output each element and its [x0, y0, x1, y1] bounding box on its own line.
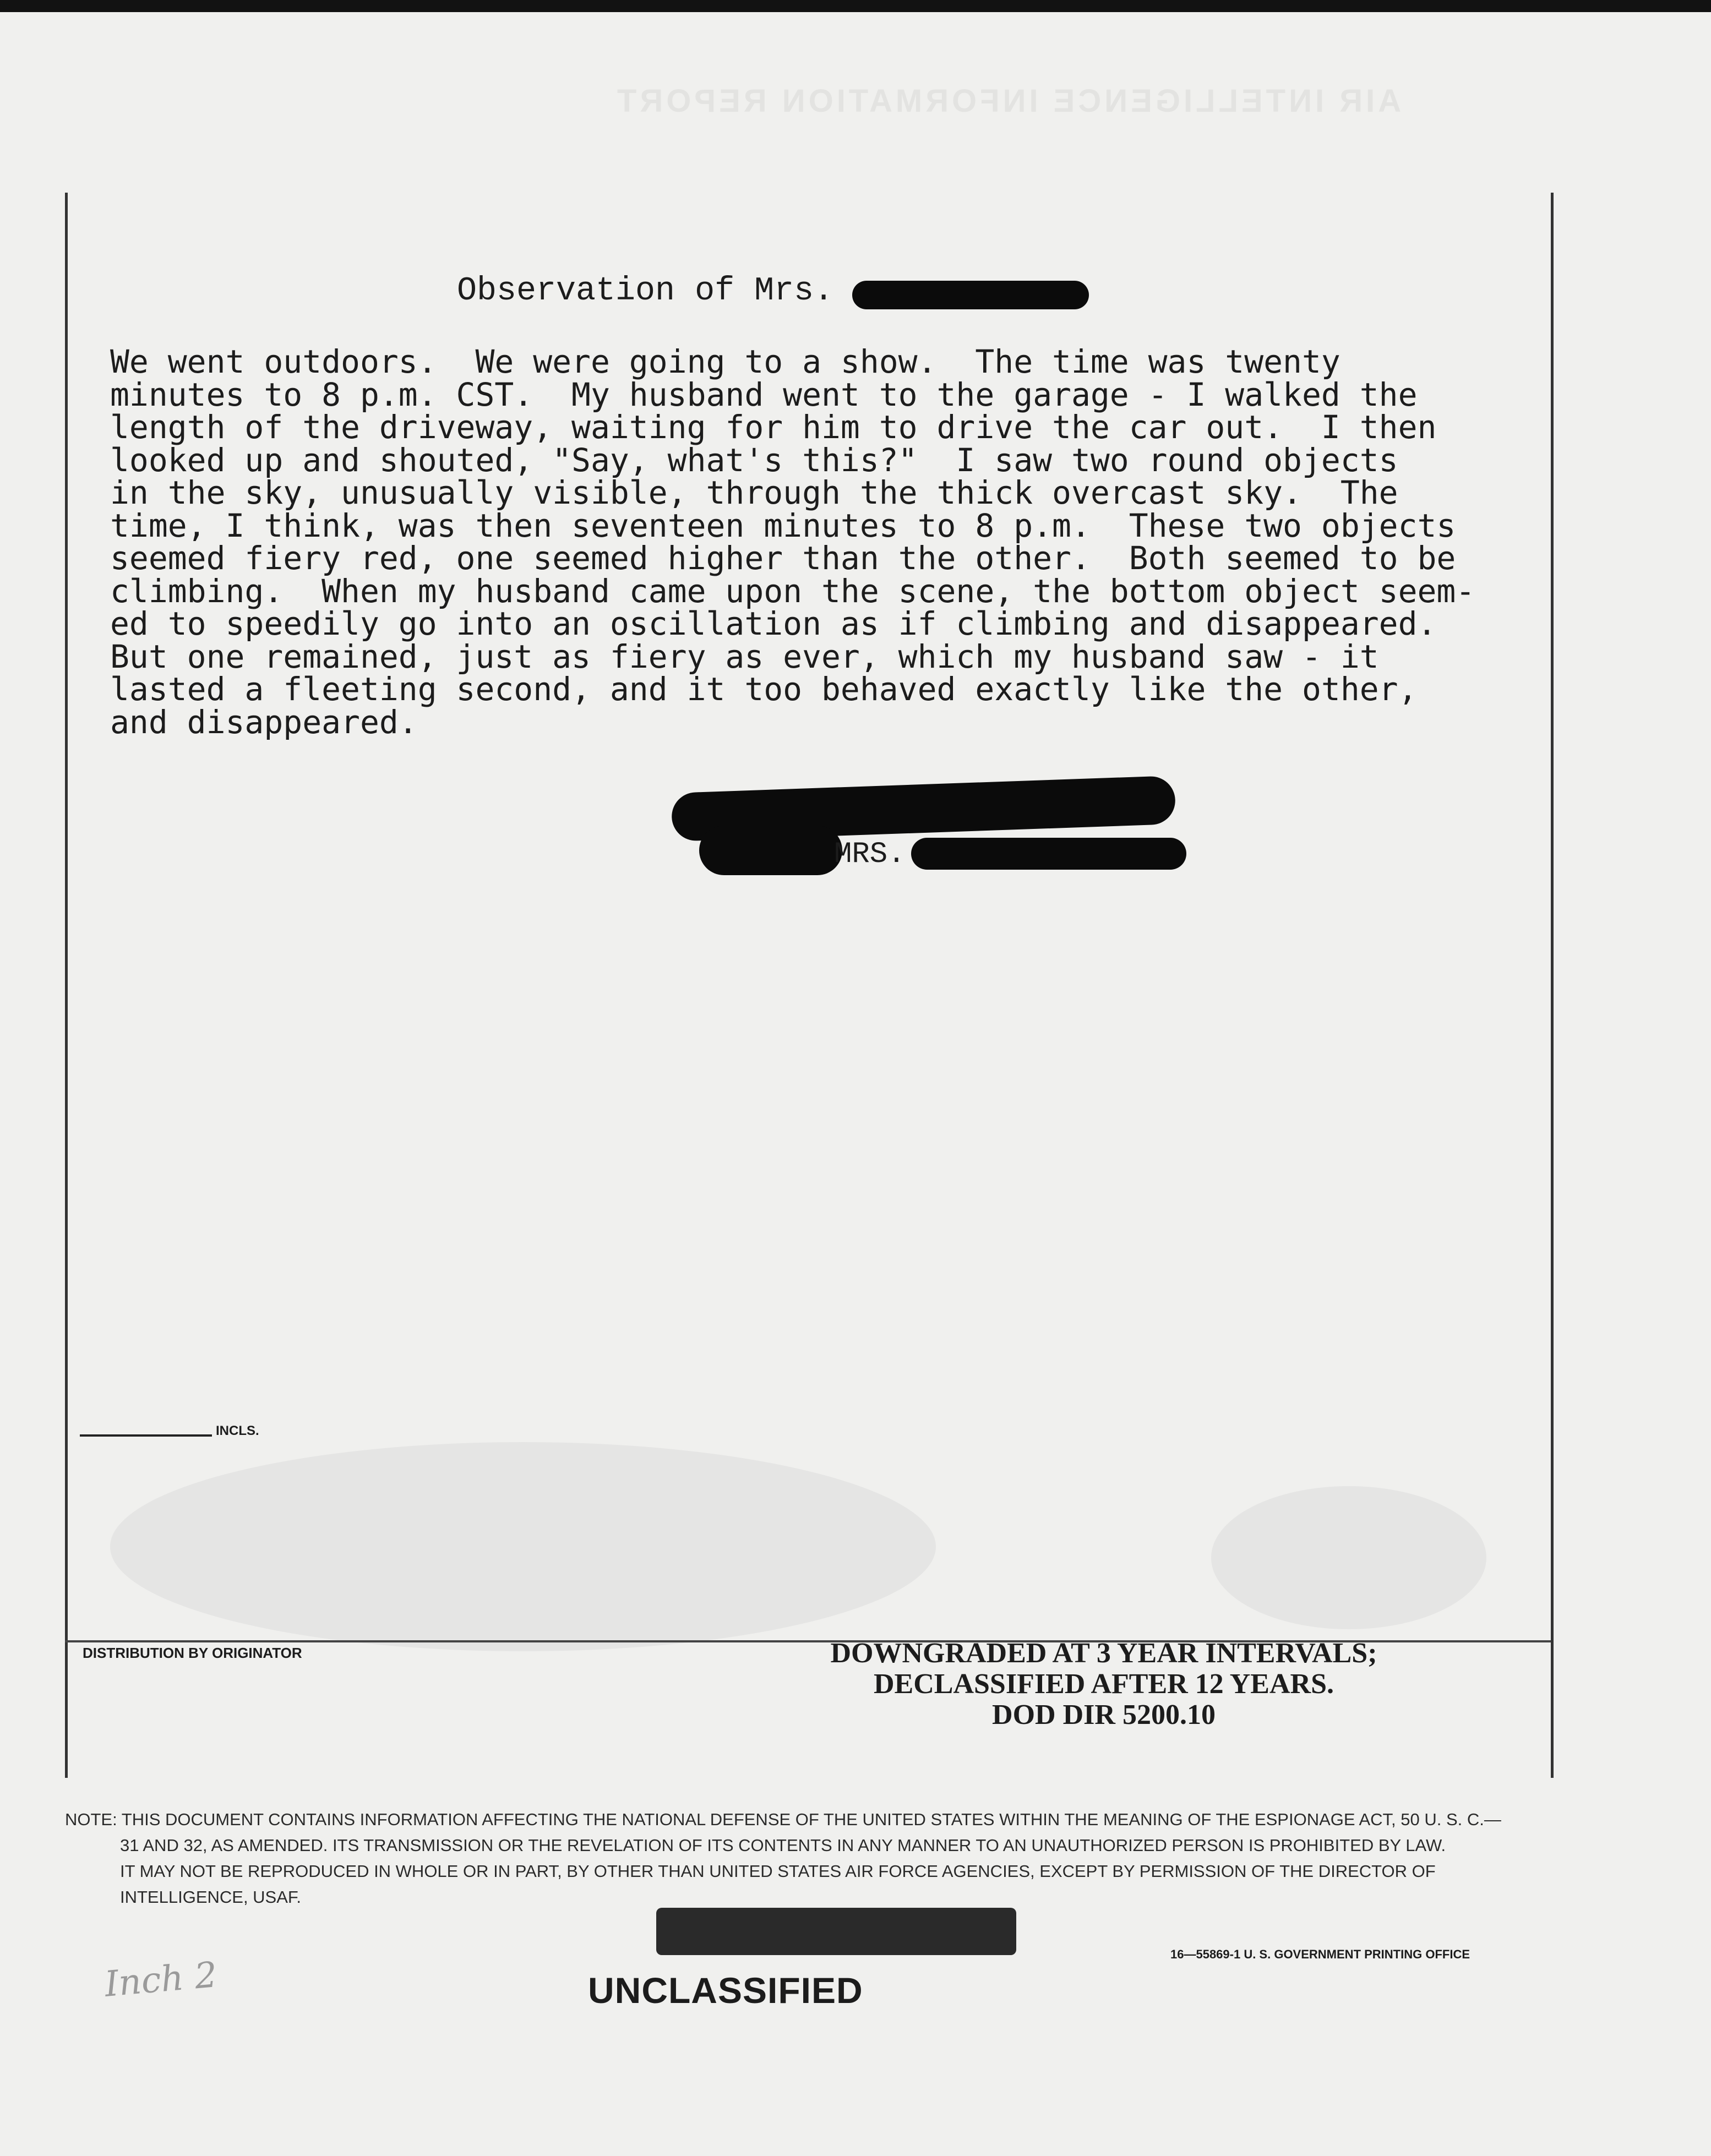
espionage-act-notice [65, 1806, 1562, 1910]
declassification-stamp [787, 1638, 1420, 1731]
notice-line: 31 AND 32, AS AMENDED. ITS TRANSMISSION OR THE REVELATION OF ITS CONTENTS IN ANY MANNER TO AN UNAUTHORIZED PERSON IS PROHIBITED BY LAW. [120, 1836, 1446, 1855]
statement-line: in the sky, unusually visible, through the thick overcast sky. The [110, 474, 1398, 511]
stamp-line: DECLASSIFIED AFTER 12 YEARS. [873, 1668, 1334, 1700]
redacted-surname [911, 838, 1186, 870]
statement-line: ed to speedily go into an oscillation as if climbing and disappeared. [110, 605, 1437, 642]
statement-line: lasted a fleeting second, and it too behaved exactly like the other, [110, 670, 1418, 708]
scan-top-edge [0, 0, 1711, 12]
stamp-line: DOWNGRADED AT 3 YEAR INTERVALS; [830, 1638, 1377, 1669]
redacted-signature-tail [699, 826, 842, 875]
statement-line: looked up and shouted, "Say, what's this?" I saw two round objects [110, 441, 1398, 479]
observation-title: Observation of Mrs. [457, 272, 834, 310]
distribution-label: DISTRIBUTION BY ORIGINATOR [83, 1645, 302, 1661]
statement-line: We went outdoors. We were going to a show. The time was twenty [110, 343, 1341, 380]
statement-line: minutes to 8 p.m. CST. My husband went to the garage - I walked the [110, 375, 1418, 413]
handwritten-note: Inch 2 [103, 1955, 219, 2005]
redacted-classification-stamp [656, 1908, 1016, 1955]
stamp-line: DOD DIR 5200.10 [992, 1699, 1216, 1731]
notice-line: INTELLIGENCE, USAF. [120, 1887, 302, 1907]
printing-office-line: 16—55869-1 U. S. GOVERNMENT PRINTING OFFICE [1170, 1947, 1470, 1961]
redacted-name [852, 281, 1089, 309]
statement-line: seemed fiery red, one seemed higher than the other. Both seemed to be [110, 539, 1456, 577]
statement-line: length of the driveway, waiting for him to drive the car out. I then [110, 408, 1437, 446]
incls-label: INCLS. [216, 1423, 259, 1438]
notice-line: NOTE: THIS DOCUMENT CONTAINS INFORMATION AFFECTING THE NATIONAL DEFENSE OF THE UNITED STATES WITHIN THE MEANING OF THE ESPIONAGE ACT, 50 U. S. C.— [65, 1810, 1501, 1829]
statement-line: But one remained, just as fiery as ever, which my husband saw - it [110, 637, 1379, 675]
statement-line: climbing. When my husband came upon the scene, the bottom object seem- [110, 572, 1475, 610]
notice-line: IT MAY NOT BE REPRODUCED IN WHOLE OR IN PART, BY OTHER THAN UNITED STATES AIR FORCE AGENCIES, EXCEPT BY PERMISSION OF THE DIRECTOR OF [120, 1862, 1436, 1881]
faded-report-header: AIR INTELLIGENCE INFORMATION REPORT [613, 83, 1402, 119]
statement-line: and disappeared. [110, 703, 418, 741]
signature-prefix: MRS. [834, 838, 906, 871]
classification-marking: UNCLASSIFIED [588, 1970, 863, 2011]
incls-rule [80, 1434, 212, 1437]
witness-statement [110, 343, 1519, 741]
statement-line: time, I think, was then seventeen minutes to 8 p.m. These two objects [110, 506, 1456, 544]
